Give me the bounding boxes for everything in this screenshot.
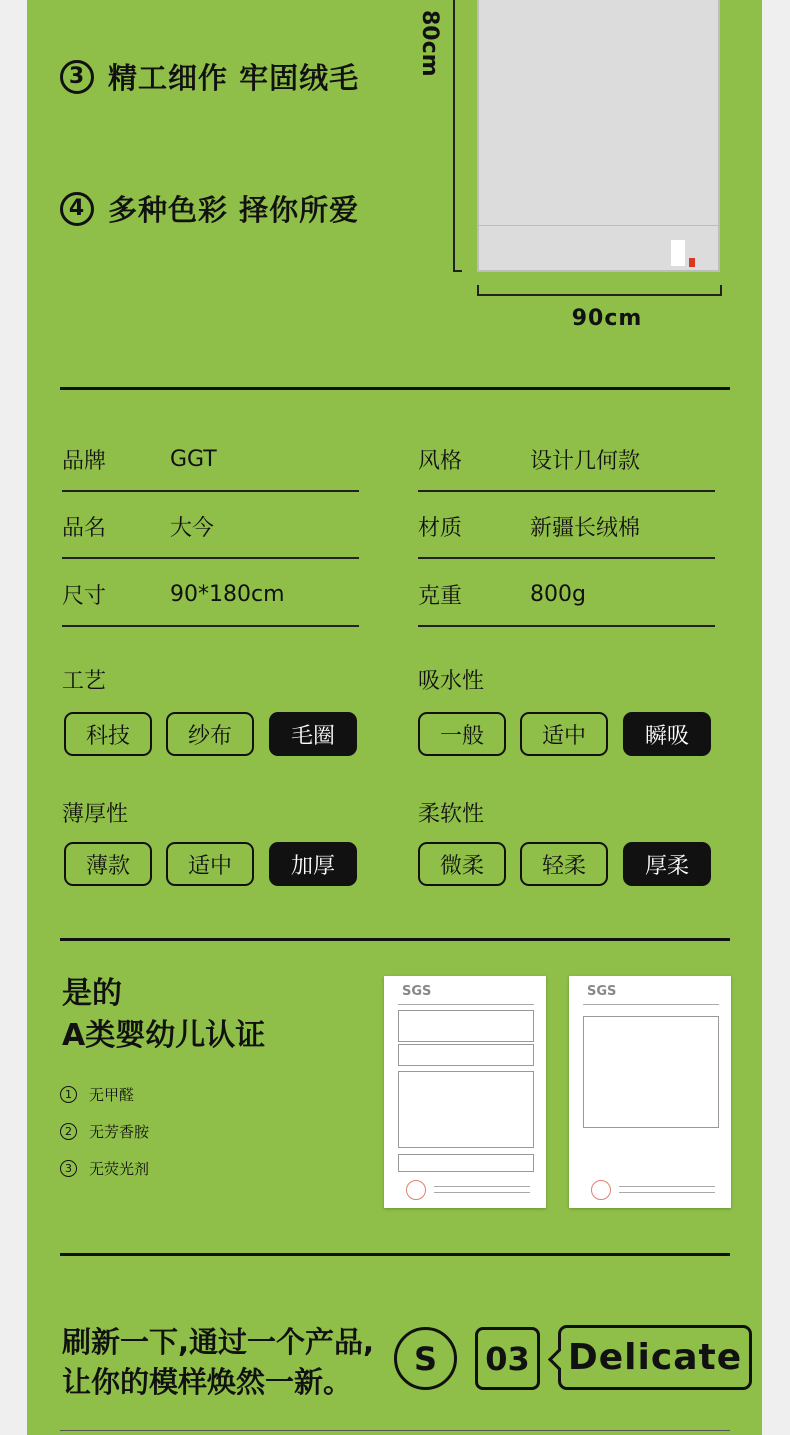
- option-softness-3-selected[interactable]: 厚柔: [623, 842, 711, 886]
- feature-3: [60, 56, 359, 97]
- doc-line: [434, 1186, 530, 1187]
- circled-number: 2: [60, 1123, 77, 1140]
- spec-row: [62, 563, 359, 627]
- doc-line: [619, 1186, 715, 1187]
- option-softness-2[interactable]: 轻柔: [520, 842, 608, 886]
- spec-row: [418, 563, 715, 627]
- spec-row: [418, 495, 715, 559]
- slogan-line2: 让你的模样焕然一新。: [62, 1365, 353, 1399]
- spec-key: 材质: [418, 515, 463, 541]
- spec-row: [62, 428, 359, 492]
- doc-line: [434, 1192, 530, 1193]
- circled-number: 3: [60, 1160, 77, 1177]
- certification-item: [60, 1084, 134, 1105]
- height-dimension-line: [453, 0, 455, 272]
- option-thickness-2[interactable]: 适中: [166, 842, 254, 886]
- width-dimension-tick: [477, 285, 479, 296]
- doc-table: [398, 1071, 534, 1148]
- number-badge: 03: [475, 1327, 540, 1390]
- spec-value: 90*180cm: [170, 581, 285, 607]
- certification-item: [60, 1121, 149, 1142]
- feature-text: 精工细作 牢固绒毛: [108, 61, 360, 95]
- section-divider: [60, 938, 730, 941]
- section-divider: [60, 1253, 730, 1256]
- attribute-title-craft: 工艺: [62, 669, 107, 694]
- height-dimension-tick: [453, 270, 462, 272]
- spec-value: 新疆长绒棉: [530, 515, 641, 541]
- towel-band: [479, 225, 718, 226]
- word-badge: Delicate: [558, 1325, 752, 1390]
- spec-value: 设计几何款: [530, 448, 641, 474]
- test-report-document-2[interactable]: [569, 976, 731, 1208]
- circled-number: 3: [60, 60, 94, 94]
- seal-icon: [406, 1180, 426, 1200]
- width-dimension-tick: [720, 285, 722, 296]
- certification-item-text: 无甲醛: [89, 1086, 135, 1104]
- seal-icon: [591, 1180, 611, 1200]
- slogan: [62, 1322, 374, 1402]
- certification-title-line2: A类婴幼儿认证: [62, 1018, 266, 1053]
- option-craft-3-selected[interactable]: 毛圈: [269, 712, 357, 756]
- attribute-title-thickness: 薄厚性: [62, 802, 129, 827]
- towel-tag-red: [689, 258, 695, 267]
- spec-value: GGT: [170, 446, 217, 472]
- letter-badge: S: [394, 1327, 457, 1390]
- doc-table: [398, 1044, 534, 1066]
- doc-table: [583, 1016, 719, 1128]
- circled-number: 1: [60, 1086, 77, 1103]
- spec-key: 品名: [62, 515, 107, 541]
- option-thickness-3-selected[interactable]: 加厚: [269, 842, 357, 886]
- spec-key: 克重: [418, 583, 463, 609]
- doc-table: [398, 1010, 534, 1042]
- sgs-logo: SGS: [402, 984, 432, 999]
- doc-table: [398, 1154, 534, 1172]
- towel-tag: [671, 240, 685, 266]
- spec-row: [418, 428, 715, 492]
- spec-row: [62, 495, 359, 559]
- attribute-title-softness: 柔软性: [418, 802, 485, 827]
- spec-key: 尺寸: [62, 583, 107, 609]
- option-craft-2[interactable]: 纱布: [166, 712, 254, 756]
- width-dimension-line: [477, 294, 722, 296]
- test-report-document-1[interactable]: [384, 976, 546, 1208]
- option-craft-1[interactable]: 科技: [64, 712, 152, 756]
- certification-item-text: 无芳香胺: [89, 1123, 150, 1141]
- option-thickness-1[interactable]: 薄款: [64, 842, 152, 886]
- attribute-title-absorbency: 吸水性: [418, 669, 485, 694]
- feature-text: 多种色彩 择你所爱: [108, 193, 360, 227]
- option-absorbency-2[interactable]: 适中: [520, 712, 608, 756]
- certification-item-text: 无荧光剂: [89, 1160, 150, 1178]
- option-absorbency-1[interactable]: 一般: [418, 712, 506, 756]
- circled-number: 4: [60, 192, 94, 226]
- doc-line: [583, 1004, 719, 1005]
- spec-key: 品牌: [62, 448, 107, 474]
- doc-line: [619, 1192, 715, 1193]
- section-divider: [60, 387, 730, 390]
- width-dimension-label: 90cm: [571, 306, 643, 331]
- spec-key: 风格: [418, 448, 463, 474]
- height-dimension-label: 80cm: [417, 10, 442, 77]
- towel-illustration: [477, 0, 720, 272]
- option-absorbency-3-selected[interactable]: 瞬吸: [623, 712, 711, 756]
- spec-value: 大今: [170, 515, 215, 541]
- spec-value: 800g: [530, 581, 586, 607]
- feature-4: [60, 188, 359, 229]
- certification-title-line1: 是的: [62, 976, 122, 1011]
- sgs-logo: SGS: [587, 984, 617, 999]
- option-softness-1[interactable]: 微柔: [418, 842, 506, 886]
- bottom-divider: [60, 1430, 730, 1431]
- doc-line: [398, 1004, 534, 1005]
- certification-item: [60, 1158, 149, 1179]
- certification-title: [62, 973, 265, 1057]
- slogan-line1: 刷新一下,通过一个产品,: [62, 1325, 375, 1359]
